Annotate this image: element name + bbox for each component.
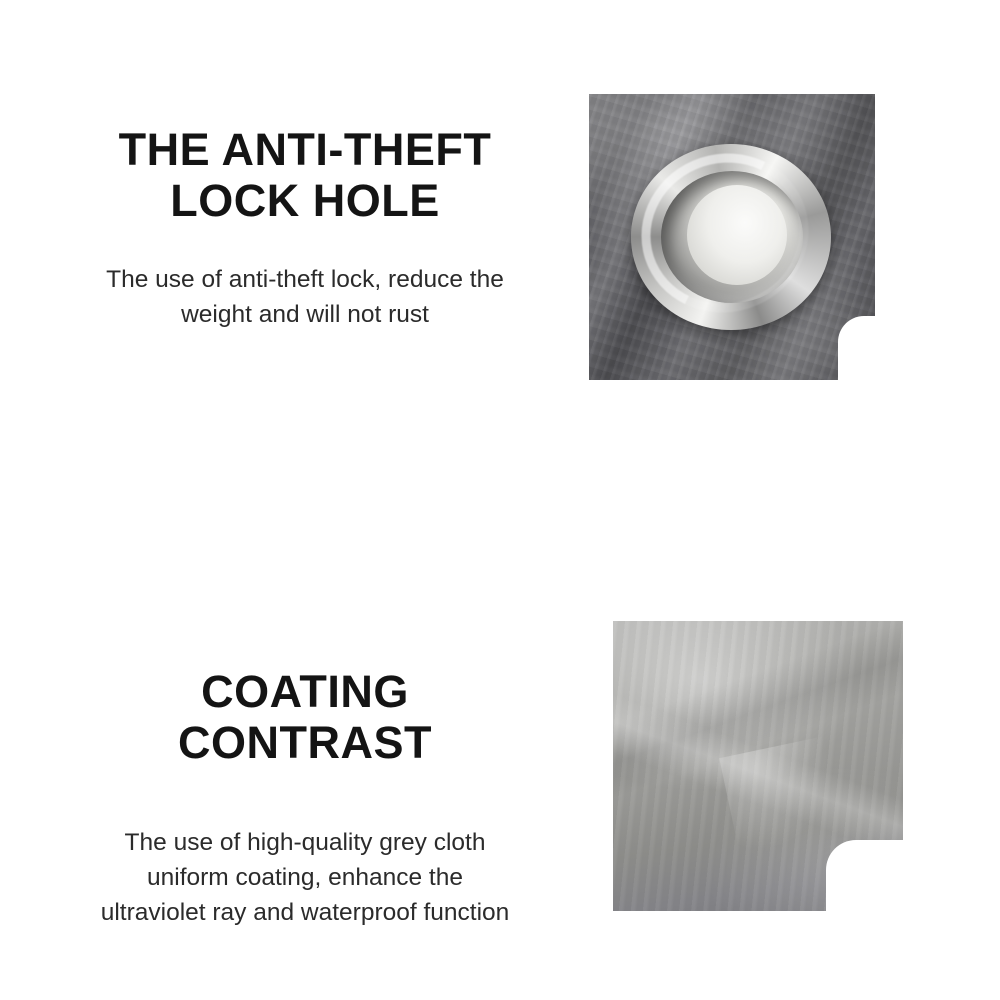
- feature-heading-line-2: LOCK HOLE: [170, 174, 440, 226]
- feature-heading: [20, 667, 590, 768]
- feature-description: [20, 826, 590, 930]
- feature-text-column: [20, 88, 590, 358]
- feature-description: [20, 263, 590, 333]
- feature-description-line-3: ultraviolet ray and waterproof function: [100, 898, 510, 926]
- feature-heading-line-1: COATING: [201, 666, 409, 718]
- feature-description-line-1: The use of anti-theft lock, reduce the: [106, 266, 504, 294]
- feature-description-line-2: weight and will not rust: [181, 301, 429, 329]
- feature-heading: [20, 125, 590, 226]
- feature-description-line-2: uniform coating, enhance the: [147, 863, 463, 891]
- feature-description-line-1: The use of high-quality grey cloth: [124, 829, 486, 857]
- feature-text-column: [20, 630, 590, 955]
- feature-block-anti-theft-lock-hole: [0, 0, 1000, 470]
- feature-heading-line-1: THE ANTI-THEFT: [118, 124, 492, 176]
- feature-heading-line-2: CONTRAST: [178, 716, 432, 768]
- photo-corner-notch: [826, 840, 904, 912]
- photo-corner-notch: [838, 316, 904, 382]
- lock-hole-photo: [589, 94, 875, 380]
